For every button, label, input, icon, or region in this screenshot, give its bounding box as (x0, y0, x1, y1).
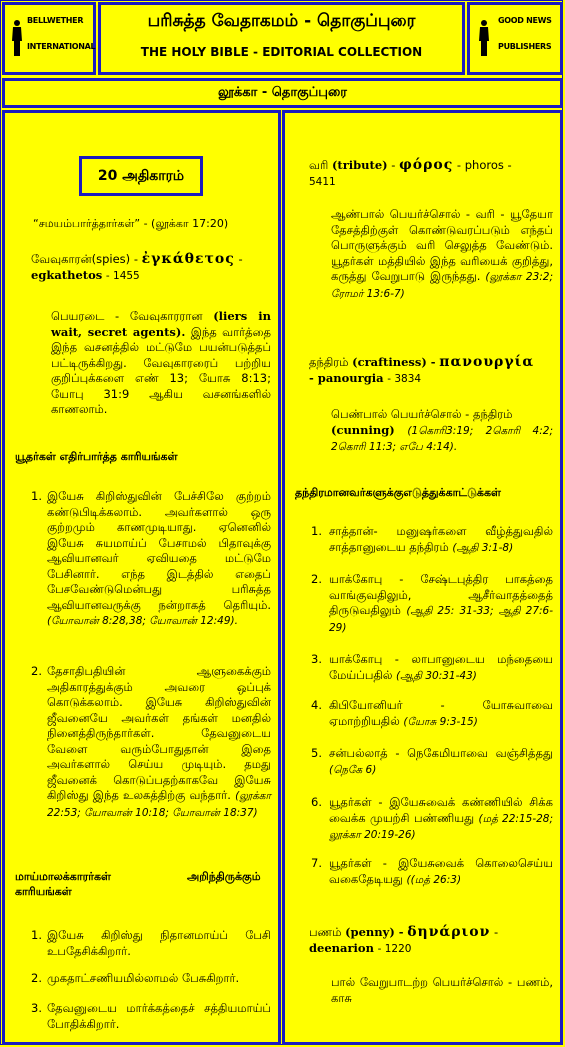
craft-desc-b: (cunning) (331, 422, 395, 437)
list-item (311, 856, 553, 888)
item-text: தேவனுடைய மார்க்கத்தைச் சத்தியமாய்ப் போதிக்கிறார். (47, 1001, 271, 1031)
left-column (2, 110, 281, 1045)
item-ref: (ஆதி 30:31-43) (396, 669, 477, 682)
spy-desc-a: பெயரடை - வேவுகாரரான (51, 309, 203, 323)
quote-text: “சமயம்பார்த்தார்கள்” - (லூக்கா 17:20) (33, 217, 229, 230)
list-item (311, 524, 553, 556)
tribute-english: (tribute) (331, 158, 388, 172)
logo-line1: BELLWETHER (27, 16, 84, 25)
craftiness-entry (309, 355, 553, 387)
spy-description (51, 309, 271, 418)
item-text: இயேசு கிறிஸ்துவின் பேச்சிலே குற்றம் கண்டுபிடிக்கலாம். அவர்களால் ஒரு குற்றமும் காணமுடியாது. ஏனெனில் இயேசு சுயமாய்ப் பேசாமல் பிதாவுக்கு ஆவியானவர் ஏவியதை மட்டுமே பேசினார். எந்த இடத்தில் எதைப் பேசவேண்டுமென்பது பரிசுத்த ஆவியானவருக்கு நன்றாகத் தெரியும். (47, 489, 271, 612)
item-ref: ((மத் 26:3) (406, 873, 462, 886)
penny-desc-text: பால் வேறுபாடற்ற பெயர்ச்சொல் - பணம், காசு (331, 975, 553, 1005)
item-text: யாக்கோபு - சேஷ்டபுத்திர பாகத்தை வாங்குவதிலும், ஆசீர்வாதத்தைத் திருடுவதிலும் (329, 572, 553, 617)
list-item (31, 971, 271, 987)
item-number: 1. (31, 489, 42, 503)
craft-greek: πανουργία (439, 354, 535, 370)
tribute-dash: - (391, 158, 396, 172)
craft-number: - 3834 (387, 372, 422, 385)
bellwether-logo (2, 2, 96, 75)
tribute-entry (309, 158, 553, 190)
list-item (311, 698, 553, 730)
item-ref: (யோசு 9:3-15) (403, 715, 478, 728)
heading2-part-a: மாய்மாலக்காரர்கள் (15, 870, 111, 883)
craft-desc-a: பெண்பால் பெயர்ச்சொல் - தந்திரம் (331, 407, 513, 421)
list-item (31, 664, 271, 821)
spy-entry (31, 252, 275, 284)
penny-number: - 1220 (377, 942, 412, 955)
spy-desc-b: (liers in wait, secret agents). (51, 309, 271, 339)
item-text: இயேசு கிறிஸ்து நிதானமாய்ப் பேசி உபதேசிக்கிறார். (47, 928, 271, 958)
item-text: தேசாதிபதியின் ஆளுகைக்கும் அதிகாரத்துக்கும் அவரை ஒப்புக் கொடுக்கலாம். இயேசு கிறிஸ்துவின் ஜீவனையே அவர்கள் தங்கள் மனதில் நினைத்திருந்தார்கள். தேவனுடைய வேளை வரும்போதுதான் இதை அவர்களால் செய்ய முடியும். தமது ஜீவனைக் கொடுப்பதற்காகவே இயேசு கிறிஸ்து இந்த உலகத்திற்கு வந்தார். (47, 664, 271, 802)
penny-translit: deenarion (309, 940, 374, 955)
figure-icon (478, 19, 490, 57)
item-text: யூதர்கள் - இயேசுவைக் கண்ணியில் சிக்க வைக்க முயற்சி பண்ணியது (329, 795, 553, 825)
item-ref: (யோவான் 8:28,38; யோவான் 12:49). (47, 615, 238, 627)
spy-dash: - (238, 252, 243, 266)
tribute-description (331, 207, 553, 302)
item-ref: (நெகே 6) (329, 763, 377, 776)
spy-greek: ἐγκάθετος (141, 251, 235, 267)
section-title: லூக்கா - தொகுப்புரை (2, 78, 563, 108)
craft-ref: (1கொரி3:19; 2கொரி 4:2; 2கொரி 11:3; எபே 4:14). (331, 424, 553, 453)
item-number: 2. (31, 971, 42, 985)
craft-english: (craftiness) - (352, 355, 436, 369)
item-number: 3. (311, 652, 322, 666)
heading-crafty-examples: தந்திரமானவர்களுக்குஎடுத்துக்காட்டுக்கள் (295, 486, 501, 499)
list-item (311, 572, 554, 636)
spy-number: - 1455 (105, 269, 140, 282)
craft-translit: - panourgia (309, 370, 384, 385)
penny-tamil: பணம் (309, 925, 342, 939)
list-item (311, 795, 554, 844)
list-item (31, 928, 271, 959)
right-column (282, 110, 563, 1045)
item-number: 2. (311, 572, 322, 586)
penny-entry (309, 925, 553, 957)
item-text: யூதர்கள் - இயேசுவைக் கொலைசெய்ய வகைதேடியது (329, 856, 553, 886)
item-text: சாத்தான்- மனுஷர்களை வீழ்த்துவதில் சாத்தானுடைய தந்திரம் (329, 524, 553, 554)
item-number: 4. (311, 698, 322, 712)
heading-expectations: யூதர்கள் எதிர்பார்த்த காரியங்கள் (15, 450, 178, 463)
list-item (311, 746, 553, 778)
spy-translit: egkathetos (31, 267, 103, 282)
tribute-ref: (லூக்கா 23:2; ரோமர் 13:6-7) (331, 271, 554, 300)
tribute-translit: - phoros - (456, 158, 512, 172)
item-number: 1. (311, 524, 322, 538)
item-number: 2. (31, 664, 42, 678)
item-ref: (ஆதி 3:1-8) (452, 541, 514, 554)
list-item (31, 1001, 271, 1032)
logo-line2: INTERNATIONAL (27, 42, 96, 51)
spy-desc-c: இந்த வார்த்தை இந்த வசனத்தில் மட்டுமே பயன்படுத்தப் பட்டிருக்கிறது. வேவுகாரரைப் பற்றிய குறிப்புக்களை எண் 13; யோசு 8:13; யோபு 31:9 ஆகிய வசனங்களில் காணலாம். (51, 324, 271, 416)
tribute-number: 5411 (309, 175, 336, 188)
chapter-title: 20 அதிகாரம் (79, 156, 203, 196)
penny-english: (penny) - (345, 925, 404, 939)
item-number: 7. (311, 856, 322, 870)
item-ref: (மத் 22:15-28; லூக்கா 20:19-26) (329, 812, 554, 841)
item-text: சன்பல்லாத் - நெகேமியாவை வஞ்சித்தது (329, 746, 553, 760)
logo-line2: PUBLISHERS (498, 42, 552, 51)
penny-dash: - (493, 925, 499, 939)
tribute-tamil: வரி (309, 158, 329, 172)
title-box (98, 2, 465, 75)
header (0, 0, 565, 77)
figure-icon (11, 19, 23, 57)
list-item (311, 652, 553, 684)
penny-greek: δηνάριον (407, 924, 491, 940)
item-text: முகதாட்சணியமில்லாமல் பேசுகிறார். (47, 971, 240, 985)
item-number: 3. (31, 1001, 42, 1015)
title-tamil: பரிசுத்த வேதாகமம் - தொகுப்புரை (147, 11, 416, 31)
craft-description (331, 407, 553, 456)
quote (33, 216, 273, 232)
heading-hypocrites (15, 869, 273, 899)
title-english: THE HOLY BIBLE - EDITORIAL COLLECTION (140, 45, 423, 59)
spy-term: வேவுகாரன்(spies) - (31, 252, 138, 266)
penny-description (331, 975, 553, 1006)
heading2-part-b: அறிந்திருக்கும் (187, 870, 261, 883)
item-ref: (ஆதி 25: 31-33; ஆதி 27:6-29) (329, 605, 554, 634)
goodnews-logo (467, 2, 563, 75)
heading2-part-c: காரியங்கள் (15, 885, 72, 898)
craft-tamil: தந்திரம் (309, 355, 349, 369)
item-ref: (லூக்கா 22:53; யோவான் 10:18; யோவான் 18:37) (47, 790, 271, 819)
item-number: 5. (311, 746, 322, 760)
item-text: கிபியோனியர் - யோசுவாவை ஏமாற்றியதில் (329, 698, 553, 728)
tribute-desc-text: ஆண்பால் பெயர்ச்சொல் - வரி - யூதேயா தேசத்திற்குள் கொண்டுவரப்படும் எந்தப் பொருளுக்கும் வரி செலுத்த வேண்டும். யூதர்கள் மத்தியில் இந்த வரியைக் குறித்து, கருத்து வேறுபாடு இருந்தது. (331, 207, 553, 283)
item-number: 6. (311, 795, 322, 809)
item-text: யாக்கோபு - லாபானுடைய மந்தையை மேய்ப்பதில் (329, 652, 553, 682)
list-item (31, 489, 271, 630)
item-number: 1. (31, 928, 42, 942)
logo-line1: GOOD NEWS (498, 16, 552, 25)
tribute-greek: φόρος (399, 157, 454, 173)
